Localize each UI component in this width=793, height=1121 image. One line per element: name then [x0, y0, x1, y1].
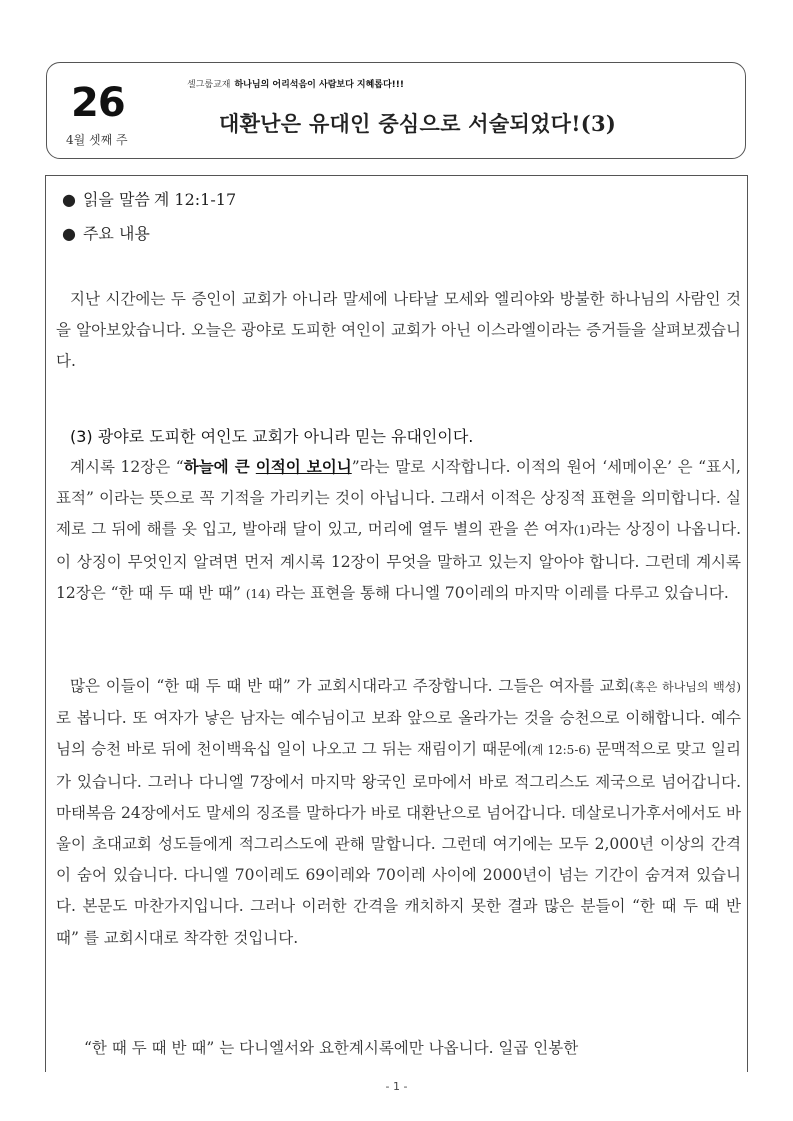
section-paragraph-2 [56, 671, 741, 954]
summary-label: 주요 내용 [82, 224, 150, 243]
reading-label: 읽을 말씀 [82, 190, 150, 209]
page-number: - 1 - [385, 1080, 408, 1093]
p2-text-a: 많은 이들이 “한 때 두 때 반 때” 가 교회시대라고 주장합니다. 그들은 여자를 교회 [70, 677, 630, 695]
week-label: 4월 셋째 주 [66, 133, 128, 147]
p1-emphasis-underlined: 이적이 보이니 [255, 458, 352, 476]
p1-verse-ref-2: (14) [245, 586, 271, 601]
p1-text-b: ”라는 말로 시작합니다. 이적의 원어 ‘세메이온’ 은 “표시, 표적” 이라는 뜻으로 꼭 기적을 가리키는 것이 아닙니다. 그래서 이적은 상징적 표현을 의미합니다. 실제로 그 뒤에 해를 옷 입고, 발아래 달이 있고, 머리에 열두 별의 관을 쓴 여자 [56, 458, 741, 539]
bullet-dot-icon: ● [62, 224, 76, 243]
intro-paragraph: 지난 시간에는 두 증인이 교회가 아니라 말세에 나타날 모세와 엘리야와 방불한 하나님의 사람인 것을 알아보았습니다. 오늘은 광야로 도피한 여인이 교회가 아닌 이스라엘이라는 증거들을 살펴보겠습니다. [56, 290, 741, 371]
lesson-number: 26 [71, 80, 125, 126]
p2-text-c: 문맥적으로 맞고 일리가 있습니다. 그러나 다니엘 7장에서 마지막 왕국인 로마에서 바로 적그리스도 제국으로 넘어갑니다. 마태복음 24장에서도 말세의 징조를 말하다가 바로 대환난으로 넘어갑니다. 데살로니가후서에서도 바울이 초대교회 성도들에게 적그리스도에 관해 말합니다. 그런데 여기에는 모두 2,000년 이상의 간격이 숨어 있습니다. 다니엘 70이레도 69이레와 70이레 사이에 2000년이 넘는 기간이 숨겨져 있습니다. 본문도 마찬가지입니다. 그러나 이러한 간격을 캐치하지 못한 결과 많은 분들이 “한 때 두 때 반 때” 를 교회시대로 착각한 것입니다. [56, 740, 741, 947]
series-title: 하나님의 어리석음이 사람보다 지혜롭다!!! [234, 80, 404, 90]
series-line [187, 77, 404, 90]
bullet-dot-icon: ● [62, 190, 76, 209]
p2-verse-ref: (계 12:5-6) [527, 743, 591, 758]
series-label: 셀그룹교재 [187, 80, 231, 90]
section-heading: (3) 광야로 도피한 여인도 교회가 아니라 믿는 유대인이다. [70, 427, 474, 446]
p2-aside: (혹은 하나님의 백성) [629, 680, 741, 694]
p1-text-a: 계시록 12장은 “ [70, 458, 184, 476]
page-title: 대환난은 유대인 중심으로 서술되었다!(3) [219, 111, 617, 136]
reading-reference: 계 12:1-17 [153, 190, 237, 209]
p1-verse-ref-1: (1) [573, 523, 591, 538]
summary-bullet [62, 221, 150, 244]
p1-emphasis-a: 하늘에 큰 [183, 458, 256, 476]
p1-text-c: 라는 상징이 나옵니다. 이 상징이 무엇인지 알려면 먼저 계시록 12장이 무엇을 말하고 있는지 알아야 합니다. 그런데 계시록 12장은 “한 때 두 때 반 때” [56, 520, 741, 602]
p1-text-d: 라는 표현을 통해 다니엘 70이레의 마지막 이레를 다루고 있습니다. [270, 583, 729, 602]
reading-bullet [62, 187, 236, 210]
p2-text-b: 로 봅니다. 또 여자가 낳은 남자는 예수님이고 보좌 앞으로 올라가는 것을 승천으로 이해합니다. 예수님의 승천 바로 뒤에 천이백육십 일이 나오고 그 뒤는 재림이기 때문에 [56, 709, 741, 759]
section-paragraph-3: “한 때 두 때 반 때” 는 다니엘서와 요한계시록에만 나옵니다. 일곱 인봉한 [84, 1039, 579, 1057]
section-paragraph-1 [56, 452, 741, 610]
p1-emphasis [184, 458, 352, 476]
